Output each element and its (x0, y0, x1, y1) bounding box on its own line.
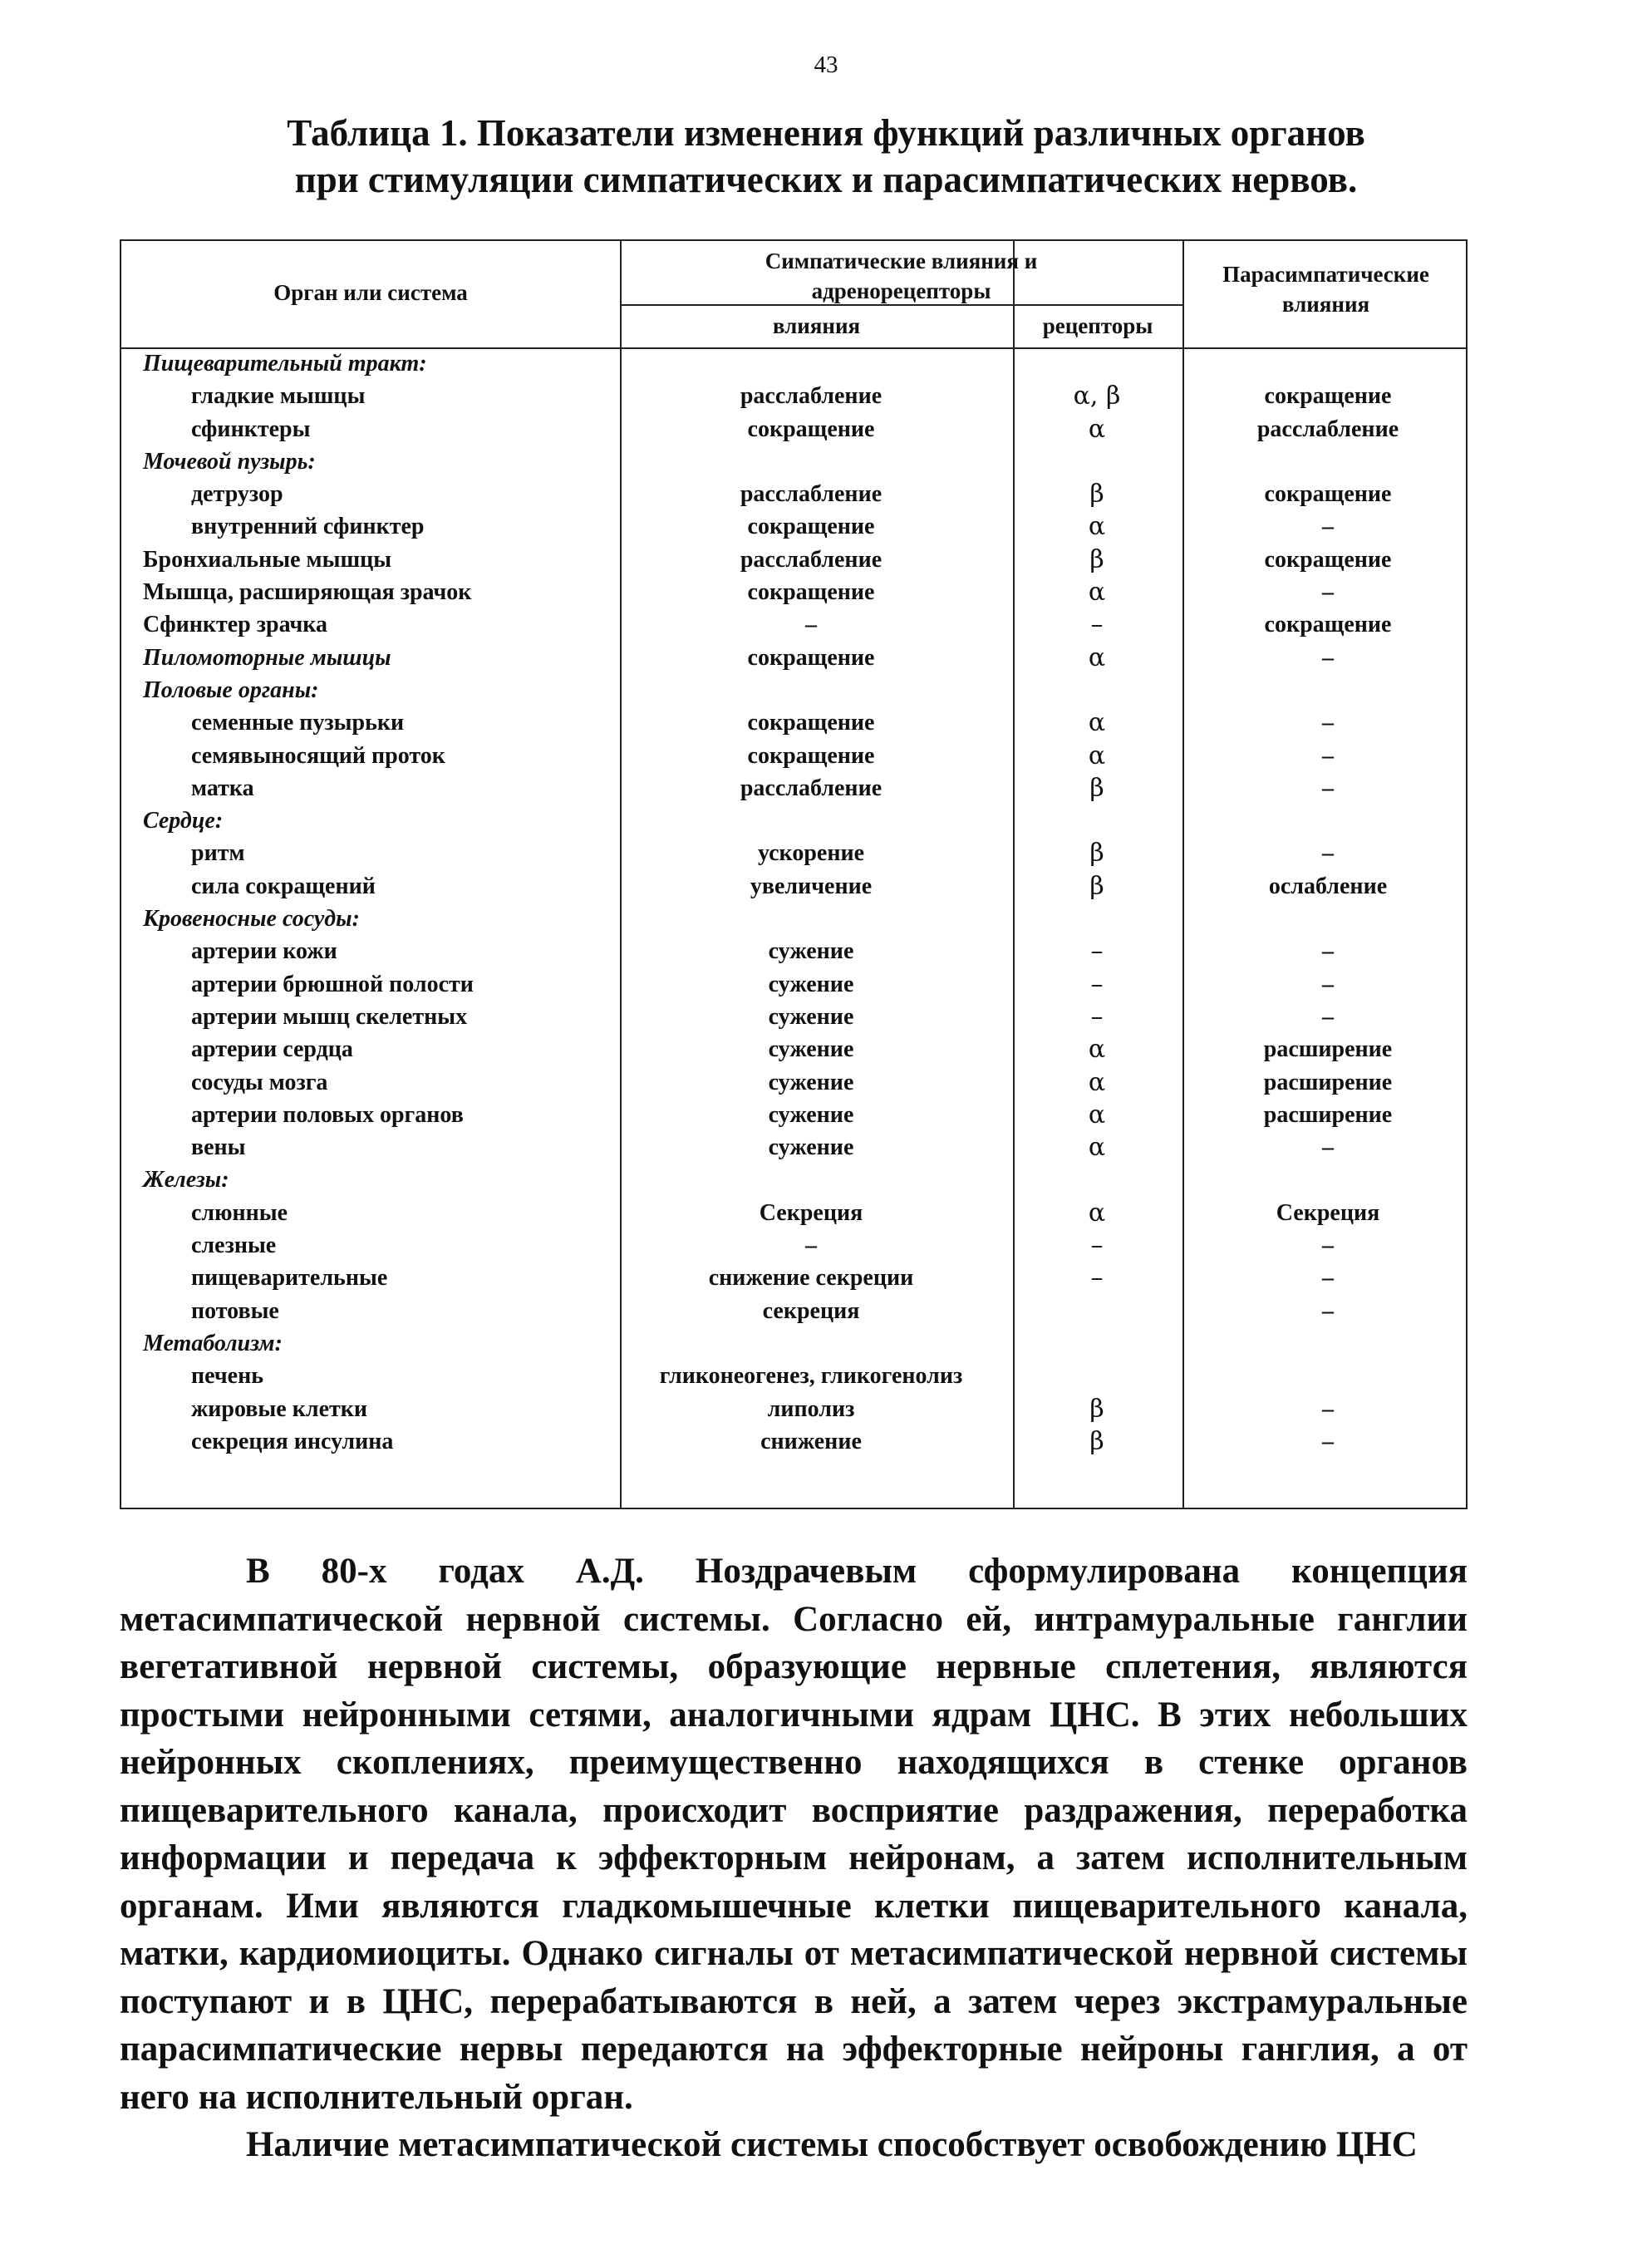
table-row (121, 413, 1466, 445)
cell-parasympathetic: – (1322, 1297, 1334, 1324)
table-row (121, 1295, 1466, 1327)
cell-receptors: – (1090, 1001, 1104, 1031)
table-row (121, 510, 1466, 543)
cell-organ: детрузор (191, 481, 283, 508)
table-caption (0, 110, 1652, 203)
cell-parasympathetic: сокращение (1264, 546, 1392, 573)
cell-sympathetic: сокращение (747, 644, 875, 671)
cell-parasympathetic: – (1322, 840, 1334, 867)
table-row (121, 968, 1466, 1001)
cell-receptors: – (1090, 937, 1104, 967)
cell-sympathetic: расслабление (740, 481, 883, 508)
cell-organ: семявыносящий проток (191, 742, 445, 769)
cell-sympathetic: сокращение (747, 742, 875, 769)
caption-line-2: при стимуляции симпатических и парасимпатических нервов. (294, 159, 1358, 200)
cell-sympathetic: расслабление (740, 383, 883, 410)
physiology-table (120, 239, 1468, 1509)
table-row (121, 1033, 1466, 1065)
cell-organ: Железы: (143, 1167, 229, 1193)
cell-organ: Мочевой пузырь: (143, 448, 316, 475)
caption-line-1: Таблица 1. Показатели изменения функций различных органов (287, 112, 1365, 154)
cell-parasympathetic: расширение (1263, 1036, 1393, 1063)
table-row (121, 870, 1466, 903)
table-row (121, 903, 1466, 935)
header-sympathetic-line2: адренорецепторы (811, 278, 991, 303)
cell-parasympathetic: сокращение (1264, 383, 1392, 410)
header-receptors: рецепторы (1042, 313, 1153, 338)
table-row (121, 837, 1466, 869)
cell-organ: вены (191, 1134, 246, 1161)
cell-organ: Пищеварительный тракт: (143, 351, 427, 376)
cell-organ: артерии мышц скелетных (191, 1003, 468, 1030)
cell-receptors: – (1090, 1263, 1104, 1293)
cell-organ: артерии половых органов (191, 1101, 464, 1128)
cell-parasympathetic: расслабление (1256, 416, 1399, 442)
cell-receptors: α (1088, 1100, 1106, 1129)
cell-organ: Бронхиальные мышцы (143, 546, 392, 573)
cell-organ: матка (191, 775, 254, 801)
cell-receptors: α, β (1073, 381, 1121, 411)
table-row (121, 1229, 1466, 1262)
cell-sympathetic: гликонеогенез, гликогенолиз (659, 1363, 963, 1390)
cell-receptors: β (1089, 480, 1104, 509)
cell-sympathetic: расслабление (740, 546, 883, 573)
table-row (121, 772, 1466, 805)
cell-organ: артерии сердца (191, 1036, 353, 1063)
header-sympathetic-line1: Симпатические влияния и (765, 249, 1038, 273)
cell-receptors: α (1088, 512, 1106, 542)
cell-parasympathetic: Секреция (1276, 1199, 1380, 1226)
cell-receptors: α (1088, 708, 1106, 738)
table-row (121, 805, 1466, 837)
cell-organ: печень (191, 1363, 264, 1390)
cell-sympathetic: ускорение (757, 840, 865, 867)
cell-parasympathetic: – (1322, 1265, 1334, 1292)
cell-sympathetic: сужение (768, 971, 854, 997)
cell-organ: Сфинктер зрачка (143, 612, 327, 638)
cell-organ: сфинктеры (191, 416, 311, 442)
cell-sympathetic: секреция (762, 1297, 860, 1324)
cell-receptors: α (1088, 741, 1106, 770)
cell-receptors: α (1088, 642, 1106, 672)
cell-sympathetic: сужение (768, 1003, 854, 1030)
table-row (121, 445, 1466, 478)
cell-receptors: – (1090, 610, 1104, 640)
table-row (121, 1099, 1466, 1131)
cell-parasympathetic: – (1322, 1395, 1334, 1422)
table-row (121, 1327, 1466, 1360)
cell-receptors: β (1089, 1426, 1104, 1456)
table-row (121, 935, 1466, 967)
page-number: 43 (814, 52, 838, 78)
cell-organ: Мышца, расширяющая зрачок (143, 579, 472, 606)
cell-sympathetic: – (805, 612, 817, 638)
paragraph: В 80-х годах А.Д. Ноздрачевым сформулирована концепция метасимпатической нервной системы. Согласно ей, интрамуральные ганглии вегетативной нервной системы, образующие нервные сплетения, являются простыми нейронными сетями, аналогичными ядрам ЦНС. В этих небольших нейронных скоплениях, преимущественно находящихся в стенке органов пищеварительного канала, происходит восприятие раздражения, переработка информации и передача к эффекторным нейронам, а затем исполнительным органам. Ими являются гладкомышечные клетки пищеварительного канала, матки, кардиомиоциты. Однако сигналы от метасимпатической нервной системы поступают и в ЦНС, перерабатываются в ней, а затем через экстрамуральные парасимпатические нервы передаются на эффекторные нейроны ганглия, а от него на исполнительный орган. (120, 1552, 1468, 2117)
cell-organ: слезные (191, 1233, 277, 1259)
cell-sympathetic: расслабление (740, 775, 883, 801)
cell-organ: слюнные (191, 1199, 288, 1226)
cell-sympathetic: увеличение (750, 873, 873, 899)
cell-organ: пищеварительные (191, 1265, 388, 1292)
cell-parasympathetic: – (1322, 710, 1334, 736)
cell-sympathetic: сужение (768, 1069, 854, 1095)
cell-parasympathetic: – (1322, 938, 1334, 965)
cell-parasympathetic: – (1322, 579, 1334, 606)
table-row (121, 576, 1466, 608)
paragraph: Наличие метасимпатической системы способствует освобождению ЦНС (246, 2125, 1418, 2164)
header-organ: Орган или система (273, 280, 468, 305)
cell-receptors: β (1089, 773, 1104, 803)
cell-sympathetic: – (805, 1233, 817, 1259)
table-row (121, 544, 1466, 576)
table-row (121, 1131, 1466, 1164)
cell-receptors: β (1089, 544, 1104, 574)
cell-organ: артерии кожи (191, 938, 337, 965)
cell-parasympathetic: – (1322, 742, 1334, 769)
cell-sympathetic: сокращение (747, 416, 875, 442)
table-row (121, 740, 1466, 772)
cell-parasympathetic: – (1322, 1134, 1334, 1161)
cell-sympathetic: сокращение (747, 579, 875, 606)
cell-sympathetic: снижение секреции (708, 1265, 914, 1292)
cell-parasympathetic: ослабление (1268, 873, 1388, 899)
table-row (121, 380, 1466, 412)
cell-sympathetic: липолиз (767, 1395, 855, 1422)
cell-organ: Метаболизм: (143, 1330, 283, 1356)
cell-sympathetic: сужение (768, 938, 854, 965)
table-row (121, 1262, 1466, 1294)
cell-parasympathetic: – (1322, 775, 1334, 801)
cell-parasympathetic: расширение (1263, 1101, 1393, 1128)
cell-receptors: α (1088, 1067, 1106, 1097)
cell-receptors: α (1088, 1198, 1106, 1228)
cell-receptors: α (1088, 414, 1106, 444)
cell-organ: артерии брюшной полости (191, 971, 474, 997)
cell-parasympathetic: расширение (1263, 1069, 1393, 1095)
cell-organ: потовые (191, 1297, 279, 1324)
cell-sympathetic: Секреция (759, 1199, 863, 1226)
table-row (121, 1197, 1466, 1229)
cell-organ: ритм (191, 840, 245, 867)
table-body (121, 347, 1466, 1458)
cell-sympathetic: сужение (768, 1101, 854, 1128)
table-row (121, 674, 1466, 706)
cell-organ: секреция инсулина (191, 1428, 394, 1454)
header-parasympathetic (1182, 259, 1469, 319)
cell-organ: Половые органы: (143, 677, 319, 703)
cell-receptors: α (1088, 1133, 1106, 1163)
cell-parasympathetic: сокращение (1264, 481, 1392, 508)
cell-organ: гладкие мышцы (191, 383, 366, 410)
table-row (121, 347, 1466, 380)
header-parasympathetic-line2: влияния (1281, 292, 1370, 317)
table-row (121, 1425, 1466, 1458)
cell-sympathetic: сужение (768, 1036, 854, 1063)
table-row (121, 608, 1466, 641)
cell-receptors: – (1090, 969, 1104, 999)
cell-organ: сосуды мозга (191, 1069, 328, 1095)
body-text (120, 1548, 1468, 2169)
cell-organ: семенные пузырьки (191, 710, 405, 736)
cell-parasympathetic: – (1322, 1233, 1334, 1259)
cell-receptors: – (1090, 1231, 1104, 1261)
cell-parasympathetic: – (1322, 644, 1334, 671)
cell-parasympathetic: – (1322, 514, 1334, 540)
cell-receptors: β (1089, 871, 1104, 901)
cell-parasympathetic: сокращение (1264, 612, 1392, 638)
header-parasympathetic-line1: Парасимпатические (1222, 262, 1429, 287)
cell-sympathetic: снижение (760, 1428, 862, 1454)
cell-parasympathetic: – (1322, 971, 1334, 997)
cell-receptors: α (1088, 578, 1106, 608)
table-row (121, 478, 1466, 510)
cell-sympathetic: сокращение (747, 710, 875, 736)
cell-receptors: α (1088, 1035, 1106, 1065)
cell-organ: жировые клетки (191, 1395, 368, 1422)
cell-sympathetic: сужение (768, 1134, 854, 1161)
table-row (121, 1393, 1466, 1425)
cell-parasympathetic: – (1322, 1003, 1334, 1030)
cell-organ: Сердце: (143, 808, 224, 834)
header-influence: влияния (772, 313, 861, 338)
cell-receptors: β (1089, 839, 1104, 869)
header-sympathetic (620, 246, 1182, 306)
table-row (121, 706, 1466, 739)
table-row (121, 642, 1466, 674)
cell-sympathetic: сокращение (747, 514, 875, 540)
cell-organ: сила сокращений (191, 873, 376, 899)
cell-organ: Пиломоторные мышцы (143, 644, 391, 671)
cell-organ: Кровеносные сосуды: (143, 906, 360, 933)
cell-organ: внутренний сфинктер (191, 514, 425, 540)
table-row (121, 1001, 1466, 1033)
table-row (121, 1066, 1466, 1099)
table-row (121, 1164, 1466, 1196)
cell-parasympathetic: – (1322, 1428, 1334, 1454)
cell-receptors: β (1089, 1394, 1104, 1424)
table-row (121, 1360, 1466, 1392)
